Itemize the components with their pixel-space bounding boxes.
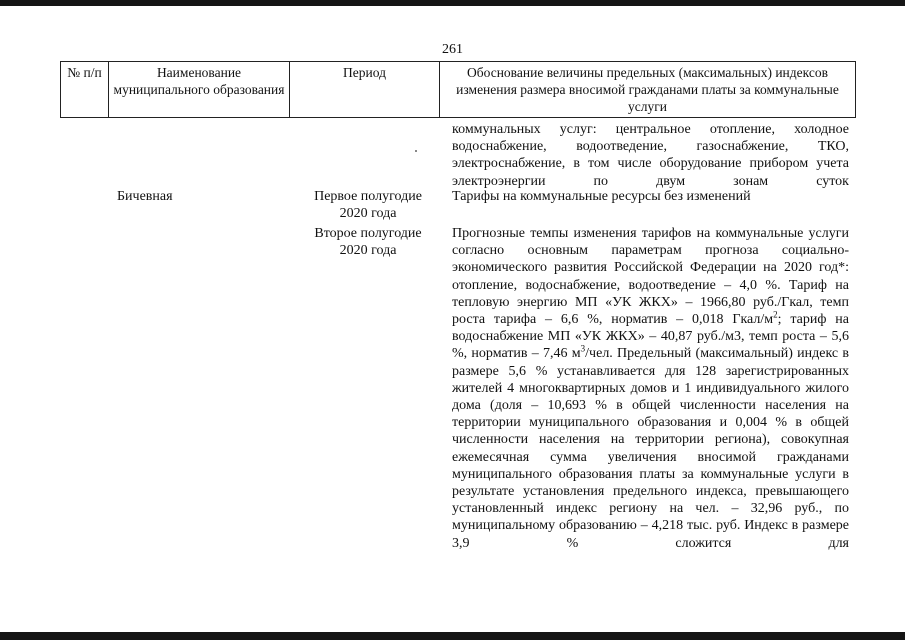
justification-first-half: Тарифы на коммунальные ресурсы без изменений xyxy=(452,189,751,204)
header-justification: Обоснование величины предельных (максимальных) индексов изменения размера вносимой гражданами платы за коммунальные услуги xyxy=(440,62,856,118)
justification-part-c: /чел. Предельный (максимальный) индекс в размере 5,6 % устанавливается для 128 зарегистрированных жителей 4 многоквартирных домов и 1 индивидуального жилого дома (доля – 10,693 % в общей численности населения на территории муниципального образования и 0,004 % в общей численности населения на территории региона), совокупная ежемесячная сумма увеличения вносимой гражданами муниципального образования платы за коммунальные услуги в результате установления предельного индекса, превышающего установленный индекс региону на чел. – 32,96 руб., по муниципальному образованию – 4,218 тыс. руб. Индекс в размере 3,9 % сложится для xyxy=(452,346,849,551)
header-period: Период xyxy=(290,62,440,118)
superscript-cubic: 3 xyxy=(580,343,586,354)
header-num: № п/п xyxy=(61,62,109,118)
scan-border-top xyxy=(0,0,905,6)
period-first-half: Первое полугодие 2020 года xyxy=(314,189,422,222)
justification-second-half xyxy=(452,225,849,552)
municipality-name: Бичевная xyxy=(117,189,173,204)
scan-border-bottom xyxy=(0,632,905,640)
header-municipality: Наименование муниципального образования xyxy=(109,62,290,118)
justification-part-a: Прогнозные темпы изменения тарифов на коммунальные услуги согласно основным параметрам прогноза социально-экономического развития Российской Федерации на 2020 год*: отопление, водоснабжение, водоотведение – 4,0 %. Тариф на тепловую энергию МП «УК ЖКХ» – 1966,80 руб./Гкал, темп роста тарифа – 6,6 %, норматив – 0,018 Гкал/м xyxy=(452,226,849,328)
justification-part-b: ; тариф на водоснабжение МП «УК ЖКХ» – 40,87 руб./м3, темп роста – 5,6 %, норматив – 7,46 м xyxy=(452,312,849,362)
superscript-square: 2 xyxy=(773,309,778,320)
table-header xyxy=(60,61,856,118)
page-number: 261 xyxy=(442,42,463,57)
period-second-half: Второе полугодие 2020 года xyxy=(314,226,422,259)
scan-speck xyxy=(415,150,417,152)
continuation-text: коммунальных услуг: центральное отопление, холодное водоснабжение, водоотведение, газоснабжение, ТКО, электроснабжение, в том числе оборудование прибором учета электроэнергии по двум зонам суток xyxy=(452,122,849,189)
